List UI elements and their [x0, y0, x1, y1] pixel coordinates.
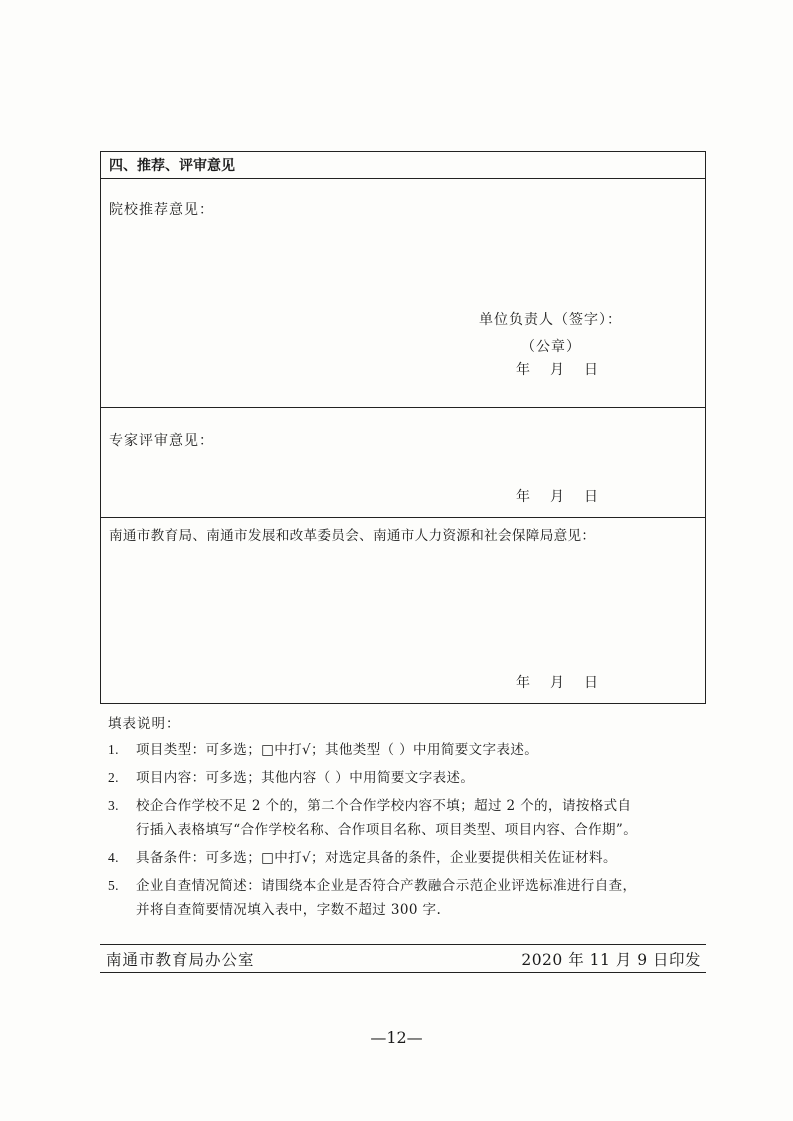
- issuing-office: 南通市教育局办公室: [106, 951, 255, 969]
- filling-instructions: [108, 712, 708, 926]
- section-title: 四、推荐、评审意见: [109, 158, 235, 174]
- instruction-item: [108, 846, 708, 870]
- school-recommendation-label: 院校推荐意见：: [109, 202, 214, 218]
- instructions-title: 填表说明：: [108, 716, 181, 732]
- instruction-number: 4.: [108, 850, 119, 865]
- review-opinions-table: [100, 151, 706, 704]
- date-year: 年: [516, 489, 530, 505]
- date-day: 日: [584, 675, 598, 691]
- instruction-text-continued: 并将自查简要情况填入表中，字数不超过 300 字.: [136, 902, 442, 918]
- instruction-text-continued: 行插入表格填写“合作学校名称、合作项目名称、项目类型、项目内容、合作期”。: [136, 822, 638, 838]
- seal-label: （公章）: [521, 339, 581, 355]
- expert-review-label: 专家评审意见：: [109, 433, 214, 449]
- footer-divider-top: [100, 944, 706, 945]
- instruction-text: 项目类型：可多选；□中打√；其他类型（ ）中用简要文字表述。: [136, 742, 539, 758]
- instruction-text: 项目内容：可多选；其他内容（ ）中用简要文字表述。: [136, 770, 475, 786]
- expert-date: [516, 486, 618, 506]
- government-opinion-row: [101, 517, 705, 703]
- footer-divider-bottom: [100, 972, 706, 973]
- date-month: 月: [550, 489, 564, 505]
- instruction-number: 5.: [108, 878, 119, 893]
- instruction-item: [108, 794, 708, 842]
- school-date: [516, 359, 618, 379]
- instruction-number: 2.: [108, 770, 119, 785]
- date-month: 月: [550, 362, 564, 378]
- date-month: 月: [550, 675, 564, 691]
- instruction-item: [108, 766, 708, 790]
- government-opinion-label: 南通市教育局、南通市发展和改革委员会、南通市人力资源和社会保障局意见：: [109, 528, 596, 544]
- date-day: 日: [584, 489, 598, 505]
- instruction-number: 3.: [108, 798, 119, 813]
- instruction-number: 1.: [108, 742, 119, 757]
- expert-review-row: [101, 407, 705, 517]
- date-year: 年: [516, 675, 530, 691]
- date-day: 日: [584, 362, 598, 378]
- instruction-item: [108, 874, 708, 922]
- date-year: 年: [516, 362, 530, 378]
- section-header-row: [101, 152, 705, 178]
- government-date: [516, 672, 618, 692]
- page-number: —12—: [370, 1028, 423, 1047]
- issue-date: 2020 年 11 月 9 日印发: [521, 951, 701, 969]
- instruction-text: 企业自查情况简述：请围绕本企业是否符合产教融合示范企业评选标准进行自查，: [136, 878, 637, 894]
- instruction-text: 校企合作学校不足 2 个的，第二个合作学校内容不填；超过 2 个的，请按格式自: [136, 798, 632, 814]
- instruction-text: 具备条件：可多选；□中打√；对选定具备的条件，企业要提供相关佐证材料。: [136, 850, 617, 866]
- school-recommendation-row: [101, 178, 705, 407]
- signature-label: 单位负责人（签字）：: [479, 312, 622, 328]
- instruction-item: [108, 738, 708, 762]
